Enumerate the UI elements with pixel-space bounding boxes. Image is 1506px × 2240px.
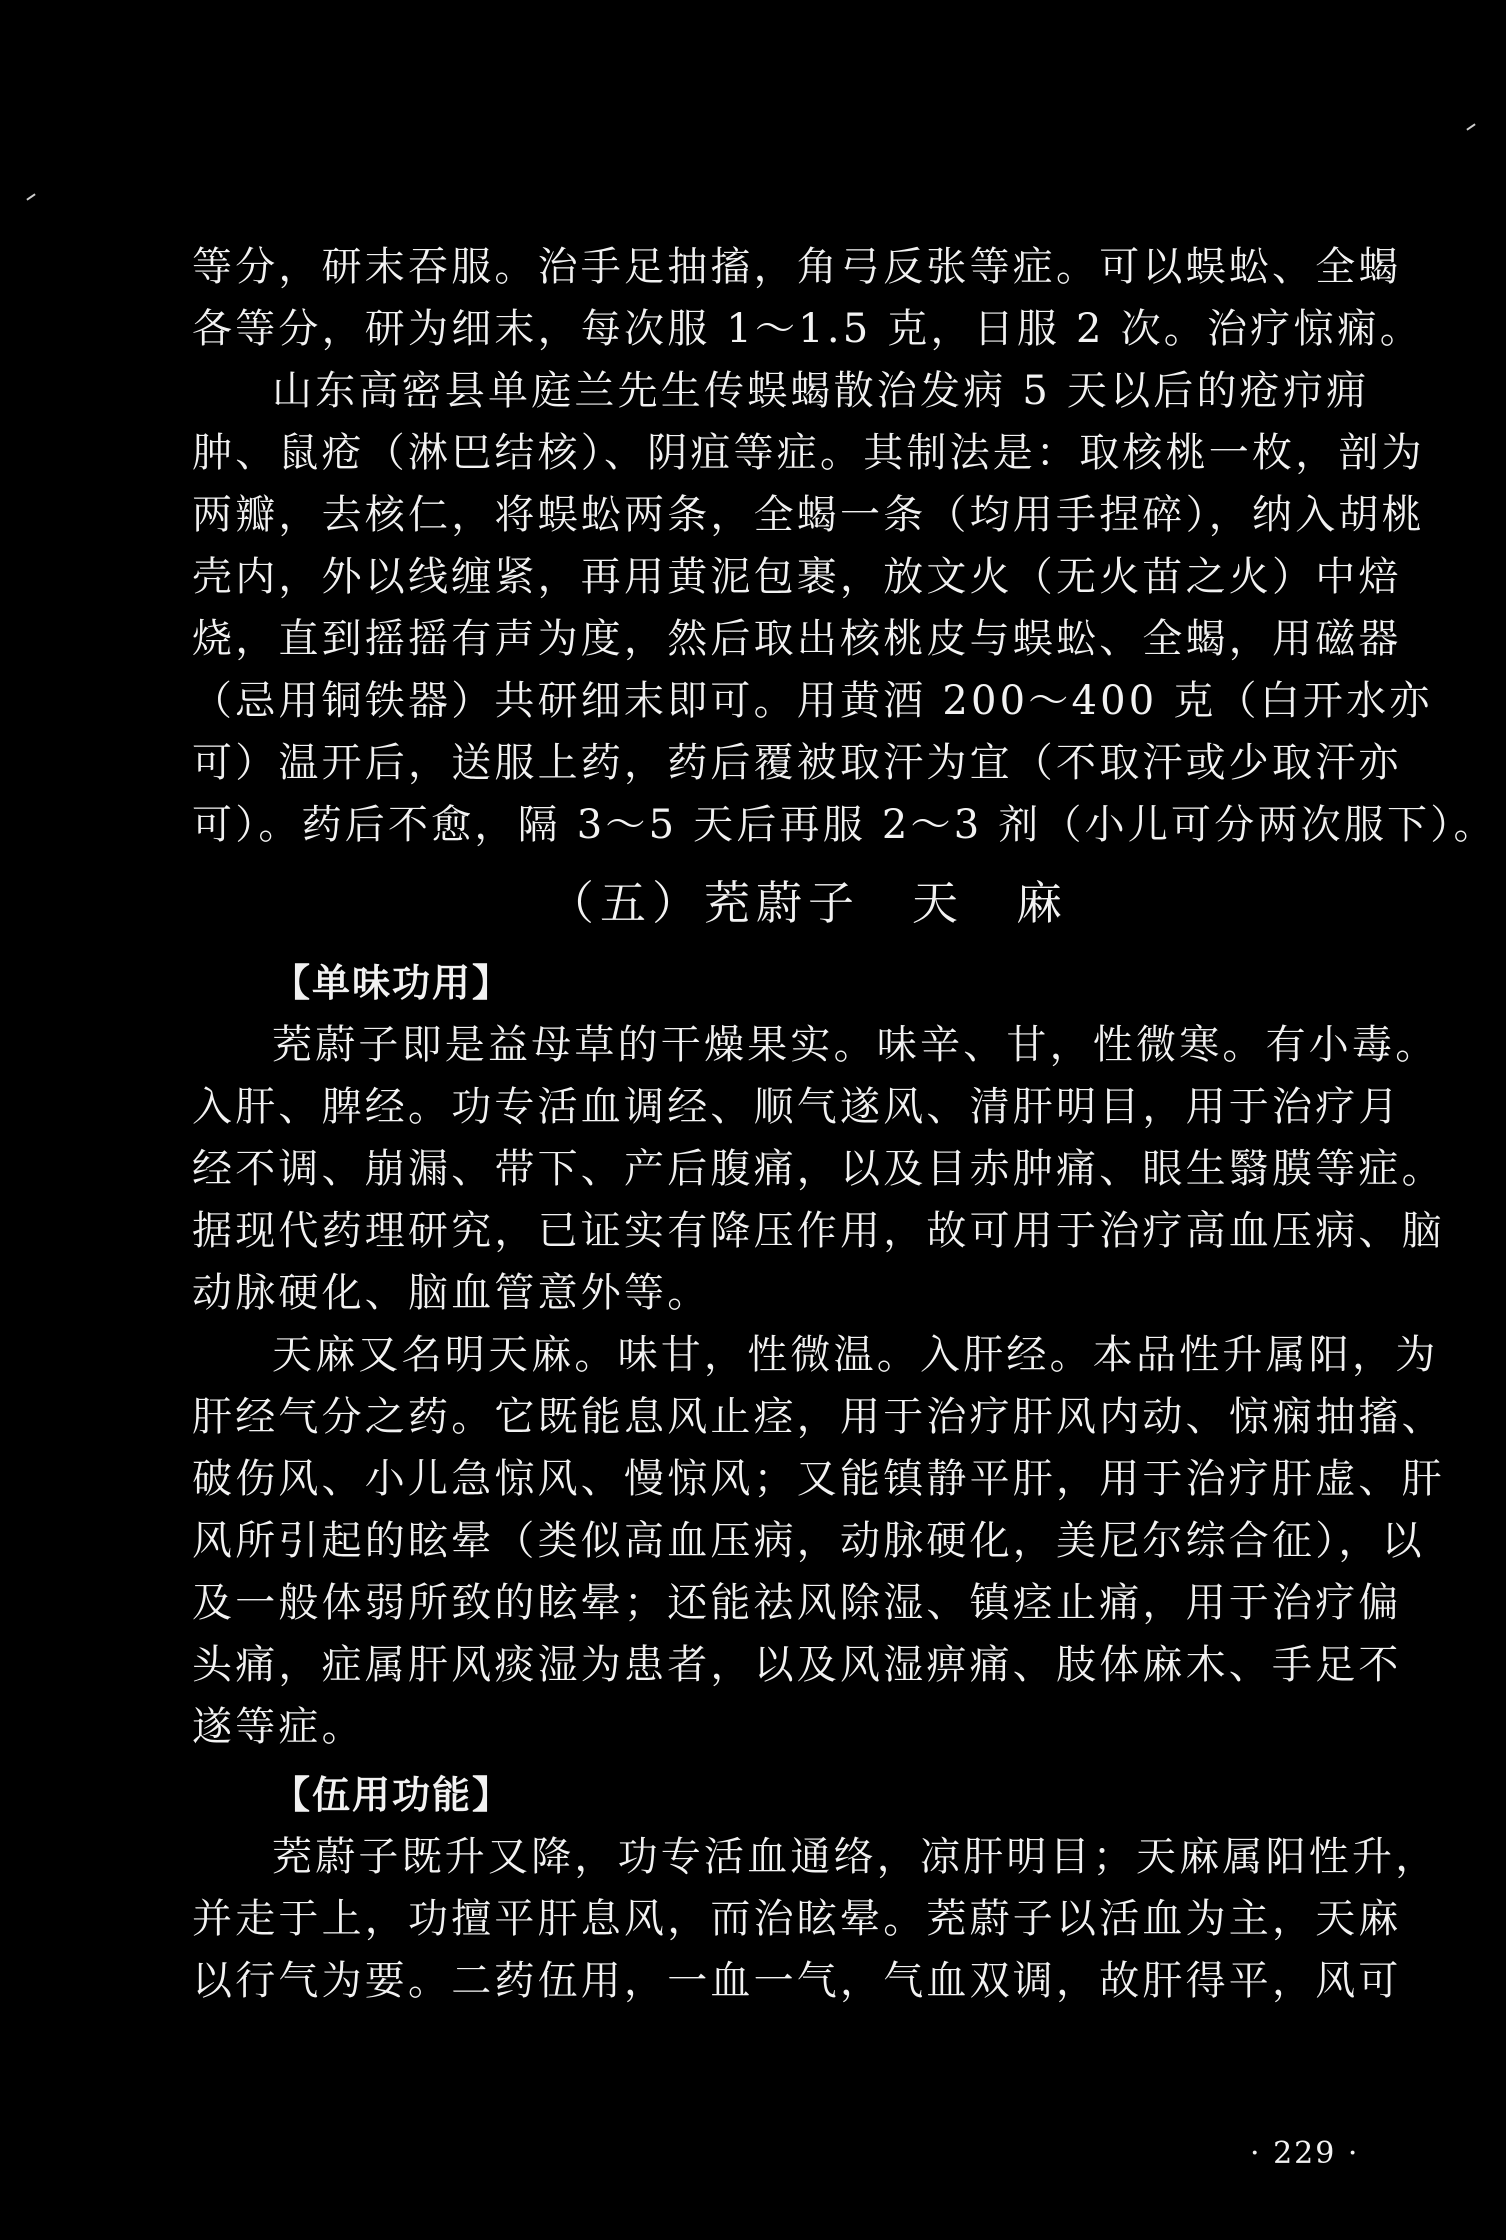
text-line: （忌用铜铁器）共研细末即可。用黄酒 200～400 克（白开水亦 [192, 678, 1433, 724]
scan-speck [26, 193, 35, 200]
intro-paragraph [192, 236, 1424, 360]
paragraph-tianma [192, 1324, 1445, 1758]
section-title-part: 天 [912, 876, 964, 930]
text-line: 山东高密县单庭兰先生传蜈蝎散治发病 5 天以后的疮疖痈 [272, 368, 1370, 414]
page-number: · 229 · [1250, 2136, 1360, 2171]
text-line: 可）。药后不愈，隔 3～5 天后再服 2～3 剂（小儿可分两次服下）。 [192, 802, 1497, 848]
text-line: 破伤风、小儿急惊风、慢惊风；又能镇静平肝，用于治疗肝虚、肝 [192, 1456, 1445, 1502]
text-line: 各等分，研为细末，每次服 1～1.5 克，日服 2 次。治疗惊痫。 [192, 306, 1423, 352]
heading-combined-use: 【伍用功能】 [272, 1773, 513, 1817]
heading-single-use: 【单味功用】 [272, 961, 513, 1005]
text-line: 动脉硬化、脑血管意外等。 [192, 1270, 711, 1316]
text-line: 及一般体弱所致的眩晕；还能祛风除湿、镇痉止痛，用于治疗偏 [192, 1580, 1402, 1626]
text-line: 并走于上，功擅平肝息风，而治眩晕。茺蔚子以活血为主，天麻 [192, 1896, 1402, 1942]
text-line: 风所引起的眩晕（类似高血压病，动脉硬化，美尼尔综合征），以 [192, 1518, 1425, 1564]
text-line: 经不调、崩漏、带下、产后腹痛，以及目赤肿痛、眼生翳膜等症。 [192, 1146, 1445, 1192]
section-title-part: 麻 [1016, 876, 1068, 930]
text-line: 据现代药理研究，已证实有降压作用，故可用于治疗高血压病、脑 [192, 1208, 1445, 1254]
text-line: 茺蔚子既升又降，功专活血通络，凉肝明目；天麻属阳性升， [272, 1834, 1439, 1880]
text-line: 茺蔚子即是益母草的干燥果实。味辛、甘，性微寒。有小毒。 [272, 1022, 1439, 1068]
text-line: 遂等症。 [192, 1704, 365, 1750]
paragraph-combination [192, 1826, 1439, 2012]
text-line: 天麻又名明天麻。味甘，性微温。入肝经。本品性升属阳，为 [272, 1332, 1439, 1378]
text-line: 头痛，症属肝风痰湿为患者，以及风湿痹痛、肢体麻木、手足不 [192, 1642, 1402, 1688]
text-line: 烧，直到摇摇有声为度，然后取出核桃皮与蜈蚣、全蝎，用磁器 [192, 616, 1402, 662]
text-line: 入肝、脾经。功专活血调经、顺气遂风、清肝明目，用于治疗月 [192, 1084, 1402, 1130]
text-line: 以行气为要。二药伍用，一血一气，气血双调，故肝得平，风可 [192, 1958, 1402, 2004]
text-line: 壳内，外以线缠紧，再用黄泥包裹，放文火（无火苗之火）中焙 [192, 554, 1402, 600]
scan-speck [1466, 123, 1475, 130]
section-title-part: （五）茺蔚子 [548, 876, 860, 930]
paragraph-wuxie-san [192, 360, 1497, 856]
text-line: 等分，研末吞服。治手足抽搐，角弓反张等症。可以蜈蚣、全蝎 [192, 244, 1402, 290]
text-line: 两瓣，去核仁，将蜈蚣两条，全蝎一条（均用手捏碎），纳入胡桃 [192, 492, 1425, 538]
body-text [192, 236, 1497, 2012]
text-line: 可）温开后，送服上药，药后覆被取汗为宜（不取汗或少取汗亦 [192, 740, 1402, 786]
text-line: 肝经气分之药。它既能息风止痉，用于治疗肝风内动、惊痫抽搐、 [192, 1394, 1445, 1440]
paragraph-chongweizi [192, 1014, 1445, 1324]
text-line: 肿、鼠疮（淋巴结核）、阴疽等症。其制法是：取核桃一枚，剖为 [192, 430, 1425, 476]
section-title [192, 868, 1424, 938]
